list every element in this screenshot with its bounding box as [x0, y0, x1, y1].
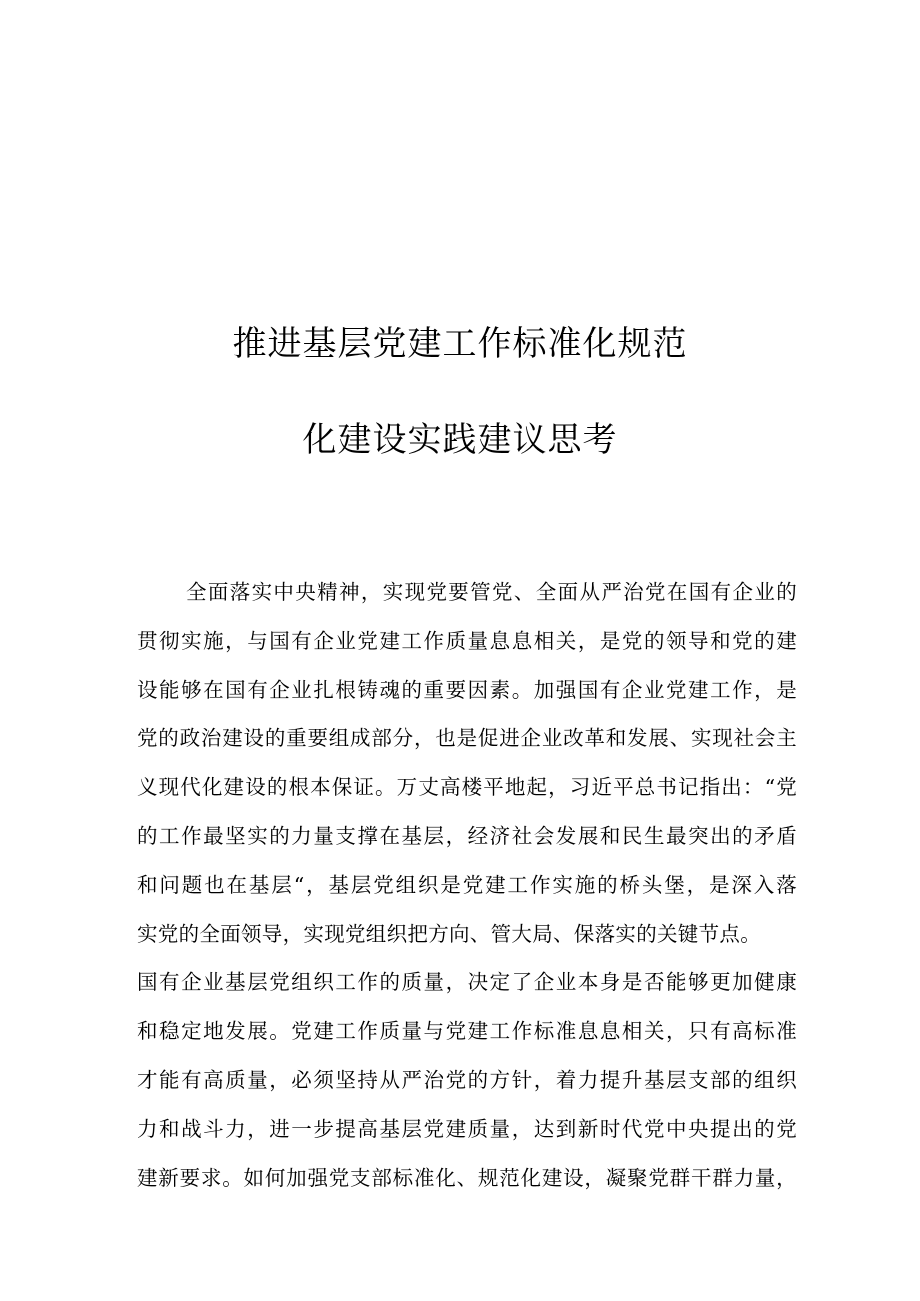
- paragraph-line: 贯彻实施，与国有企业党建工作质量息息相关，是党的领导和党的建: [137, 628, 797, 653]
- paragraph-line: 力和战斗力，进一步提高基层党建质量，达到新时代党中央提出的党: [137, 1116, 797, 1141]
- paragraph-line: 国有企业基层党组织工作的质量，决定了企业本身是否能够更加健康: [137, 970, 797, 995]
- paragraph-line: 才能有高质量，必须坚持从严治党的方针，着力提升基层支部的组织: [137, 1067, 797, 1092]
- paragraph-line: 和问题也在基层“，基层党组织是党建工作实施的桥头堡，是深入落: [137, 872, 797, 897]
- body-paragraph: [137, 568, 797, 1202]
- paragraph-line: 和稳定地发展。党建工作质量与党建工作标准息息相关，只有高标准: [137, 1019, 797, 1044]
- document-title-line-1: 推进基层党建工作标准化规范: [232, 324, 688, 364]
- paragraph-line: 党的政治建设的重要组成部分，也是促进企业改革和发展、实现社会主: [137, 726, 797, 751]
- paragraph-line: 全面落实中央精神，实现党要管党、全面从严治党在国有企业的: [186, 580, 797, 604]
- paragraph-line: 实党的全面领导，实现党组织把方向、管大局、保落实的关键节点。: [137, 921, 761, 946]
- paragraph-line: 的工作最坚实的力量支撑在基层，经济社会发展和民生最突出的矛盾: [137, 823, 797, 848]
- paragraph-line: 建新要求。如何加强党支部标准化、规范化建设，凝聚党群干群力量，: [137, 1165, 797, 1190]
- paragraph-line: 义现代化建设的根本保证。万丈高楼平地起，习近平总书记指出：“党: [137, 775, 797, 800]
- document-title-line-2: 化建设实践建议思考: [302, 420, 618, 460]
- paragraph-line: 设能够在国有企业扎根铸魂的重要因素。加强国有企业党建工作，是: [137, 677, 797, 702]
